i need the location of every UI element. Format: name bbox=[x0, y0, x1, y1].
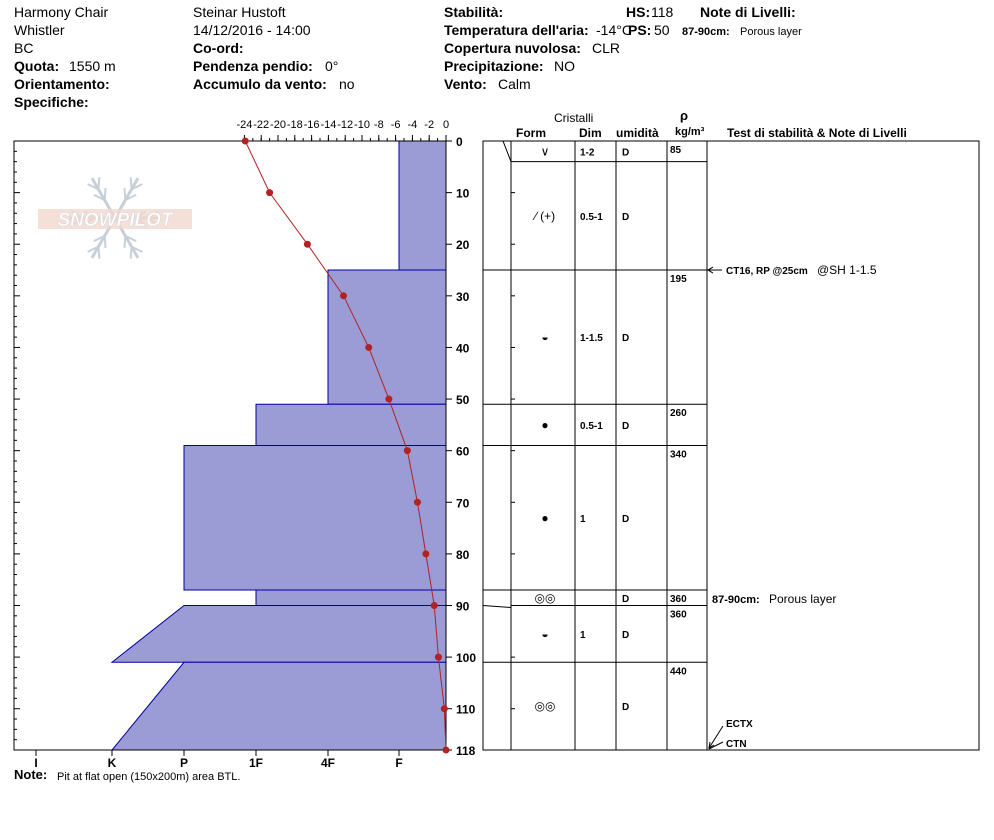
grain-size-2: 1-1.5 bbox=[580, 333, 603, 345]
wetness-1: D bbox=[622, 211, 630, 223]
grain-size-3: 0.5-1 bbox=[580, 420, 603, 432]
hardness-layer-6 bbox=[112, 662, 446, 750]
depth-tick-label: 70 bbox=[456, 496, 470, 511]
grain-size-4: 1 bbox=[580, 513, 586, 525]
temperature-tick-label: -12 bbox=[337, 119, 354, 131]
specifiche-label: Specifiche: bbox=[14, 94, 89, 110]
temperature-tick-label: -20 bbox=[270, 119, 286, 131]
temp-value: -14°C bbox=[596, 22, 632, 38]
depth-tick-label: 50 bbox=[456, 393, 470, 408]
quota-value: 1550 m bbox=[69, 58, 116, 74]
layer-note-depth: 87-90cm: bbox=[712, 593, 760, 606]
vento-value: Calm bbox=[498, 76, 531, 92]
hardness-layer-4 bbox=[256, 590, 446, 605]
stability-test-ectx: ECTX bbox=[726, 719, 753, 730]
density-6: 360 bbox=[670, 609, 687, 621]
grain-form-7: ◎◎ bbox=[534, 699, 556, 714]
temperature-tick-label: -4 bbox=[407, 119, 418, 131]
density-7: 440 bbox=[670, 666, 687, 678]
hardness-tick-label: 1F bbox=[248, 756, 264, 770]
hardness-tick-label: 4F bbox=[320, 756, 336, 770]
dim-header: Dim bbox=[579, 126, 602, 140]
note-text: Pit at flat open (150x200m) area BTL. bbox=[57, 771, 241, 783]
observer: Steinar Hustoft bbox=[193, 4, 286, 20]
grain-form-1: ∕ (+) bbox=[534, 208, 556, 223]
hs-label: HS: bbox=[626, 4, 651, 20]
wetness-4: D bbox=[622, 513, 630, 525]
temperature-point bbox=[435, 654, 442, 661]
note-livelli-label: Note di Livelli: bbox=[700, 4, 796, 20]
snowflake-branch bbox=[131, 177, 132, 189]
grain-size-1: 0.5-1 bbox=[580, 211, 603, 223]
grain-form-0: ∨ bbox=[540, 144, 550, 159]
temperature-tick-label: 0 bbox=[442, 119, 450, 131]
note-label: Note: bbox=[14, 767, 48, 782]
snowpilot-watermark bbox=[38, 177, 192, 258]
quota-label: Quota: bbox=[14, 58, 60, 74]
copertura-label: Copertura nuvolosa: bbox=[444, 40, 581, 56]
temperature-point bbox=[304, 241, 311, 248]
temperature-tick-label: -24 bbox=[236, 119, 253, 131]
depth-tick-label: 60 bbox=[456, 444, 470, 459]
note-livelli-depth: 87-90cm: bbox=[682, 26, 730, 38]
stability-test-ct: CT16, RP @25cm bbox=[726, 266, 808, 278]
rho-header: ρ bbox=[680, 108, 689, 123]
ectx-arrow-line bbox=[709, 726, 723, 748]
watermark-text: SNOWPILOT bbox=[57, 210, 173, 231]
test-notes-header: Test di stabilità & Note di Livelli bbox=[727, 126, 907, 140]
hardness-tick-label: F bbox=[395, 756, 403, 770]
pendenza-label: Pendenza pendio: bbox=[193, 58, 313, 74]
hardness-layer-5 bbox=[112, 605, 446, 662]
snowflake-branch bbox=[124, 236, 125, 248]
hs-value: 118 bbox=[651, 4, 674, 20]
density-3: 260 bbox=[670, 408, 687, 420]
orientamento-label: Orientamento: bbox=[14, 76, 110, 92]
density-5: 360 bbox=[670, 594, 687, 606]
ps-label: PS: bbox=[628, 22, 652, 38]
state: BC bbox=[14, 40, 34, 56]
pendenza-value: 0° bbox=[325, 58, 339, 74]
wetness-7: D bbox=[622, 702, 630, 714]
temperature-point bbox=[431, 602, 438, 609]
temperature-tick-label: -8 bbox=[373, 119, 384, 131]
form-header: Form bbox=[516, 126, 546, 140]
hardness-tick-label: K bbox=[107, 756, 117, 770]
temp-label: Temperatura dell'aria: bbox=[444, 22, 589, 38]
density-0: 85 bbox=[670, 145, 682, 156]
wetness-2: D bbox=[622, 333, 630, 345]
datetime: 14/12/2016 - 14:00 bbox=[193, 22, 311, 38]
grain-form-2: ◒ bbox=[541, 330, 549, 345]
temperature-point bbox=[443, 747, 450, 754]
stability-test-note: @SH 1-1.5 bbox=[817, 263, 877, 278]
precip-label: Precipitazione: bbox=[444, 58, 544, 74]
temperature-tick-label: -16 bbox=[303, 119, 320, 131]
depth-tick-label: 0 bbox=[456, 135, 463, 149]
note-livelli-text: Porous layer bbox=[740, 26, 802, 38]
temperature-point bbox=[441, 705, 448, 712]
wetness-5: D bbox=[622, 593, 630, 605]
depth-tick-label: 90 bbox=[456, 599, 470, 614]
coord-label: Co-ord: bbox=[193, 40, 244, 56]
accumulo-value: no bbox=[339, 76, 355, 92]
temperature-point bbox=[266, 189, 273, 196]
surface-connector bbox=[483, 141, 511, 162]
temperature-point bbox=[422, 550, 429, 557]
precip-value: NO bbox=[554, 58, 575, 74]
temperature-point bbox=[404, 447, 411, 454]
ps-value: 50 bbox=[654, 22, 670, 38]
grain-form-4: ● bbox=[541, 510, 549, 525]
temperature-tick-label: -10 bbox=[354, 119, 370, 131]
temperature-point bbox=[414, 499, 421, 506]
temperature-point bbox=[385, 396, 392, 403]
temperature-tick-label: -2 bbox=[424, 119, 435, 131]
depth-tick-label: 30 bbox=[456, 289, 470, 304]
hardness-layer-3 bbox=[184, 446, 446, 591]
vento-label: Vento: bbox=[444, 76, 487, 92]
grain-form-5: ◎◎ bbox=[534, 590, 556, 605]
density-4: 340 bbox=[670, 449, 687, 461]
hardness-tick-label: I bbox=[34, 756, 38, 770]
depth-tick-label: 118 bbox=[456, 744, 476, 758]
snowflake-branch bbox=[124, 188, 125, 200]
copertura-value: CLR bbox=[592, 40, 621, 56]
accumulo-label: Accumulo da vento: bbox=[193, 76, 327, 92]
snowflake-branch bbox=[98, 247, 99, 259]
location: Harmony Chair bbox=[14, 4, 109, 20]
umidita-header: umidità bbox=[616, 126, 659, 140]
depth-tick-label: 20 bbox=[456, 238, 470, 253]
depth-tick-label: 80 bbox=[456, 547, 470, 562]
depth-tick-label: 100 bbox=[456, 651, 477, 666]
cristalli-header: Cristalli bbox=[554, 111, 594, 125]
region: Whistler bbox=[14, 22, 65, 38]
snowflake-branch bbox=[105, 236, 106, 248]
hardness-layer-0 bbox=[399, 141, 446, 270]
grain-form-3: ● bbox=[541, 417, 549, 432]
temperature-point bbox=[365, 344, 372, 351]
density-unit-header: kg/m³ bbox=[675, 126, 705, 138]
hardness-tick-label: P bbox=[179, 756, 189, 770]
stabilita-label: Stabilità: bbox=[444, 4, 504, 20]
depth-tick-label: 40 bbox=[456, 341, 470, 356]
grain-form-6: ◒ bbox=[541, 626, 549, 641]
wetness-3: D bbox=[622, 420, 630, 432]
temperature-tick-label: -22 bbox=[253, 119, 270, 131]
stability-test-ctn: CTN bbox=[726, 739, 747, 750]
hardness-layer-1 bbox=[328, 270, 446, 404]
temperature-point bbox=[242, 138, 249, 145]
grain-size-0: 1-2 bbox=[580, 147, 595, 159]
wetness-6: D bbox=[622, 629, 630, 641]
depth-tick-label: 10 bbox=[456, 186, 470, 201]
snowflake-branch bbox=[98, 177, 99, 189]
grain-size-6: 1 bbox=[580, 629, 586, 641]
layer-note-text: Porous layer bbox=[769, 591, 837, 606]
wetness-0: D bbox=[622, 147, 630, 159]
depth-tick-label: 110 bbox=[456, 702, 476, 717]
temperature-point bbox=[340, 292, 347, 299]
temperature-tick-label: -14 bbox=[320, 119, 337, 131]
hardness-layer-2 bbox=[256, 404, 446, 445]
temperature-tick-label: -6 bbox=[390, 119, 401, 131]
density-2: 195 bbox=[670, 274, 687, 286]
porous-connector-bottom bbox=[483, 605, 511, 607]
snowflake-branch bbox=[105, 188, 106, 200]
snowflake-branch bbox=[131, 247, 132, 259]
temperature-tick-label: -18 bbox=[286, 119, 303, 131]
